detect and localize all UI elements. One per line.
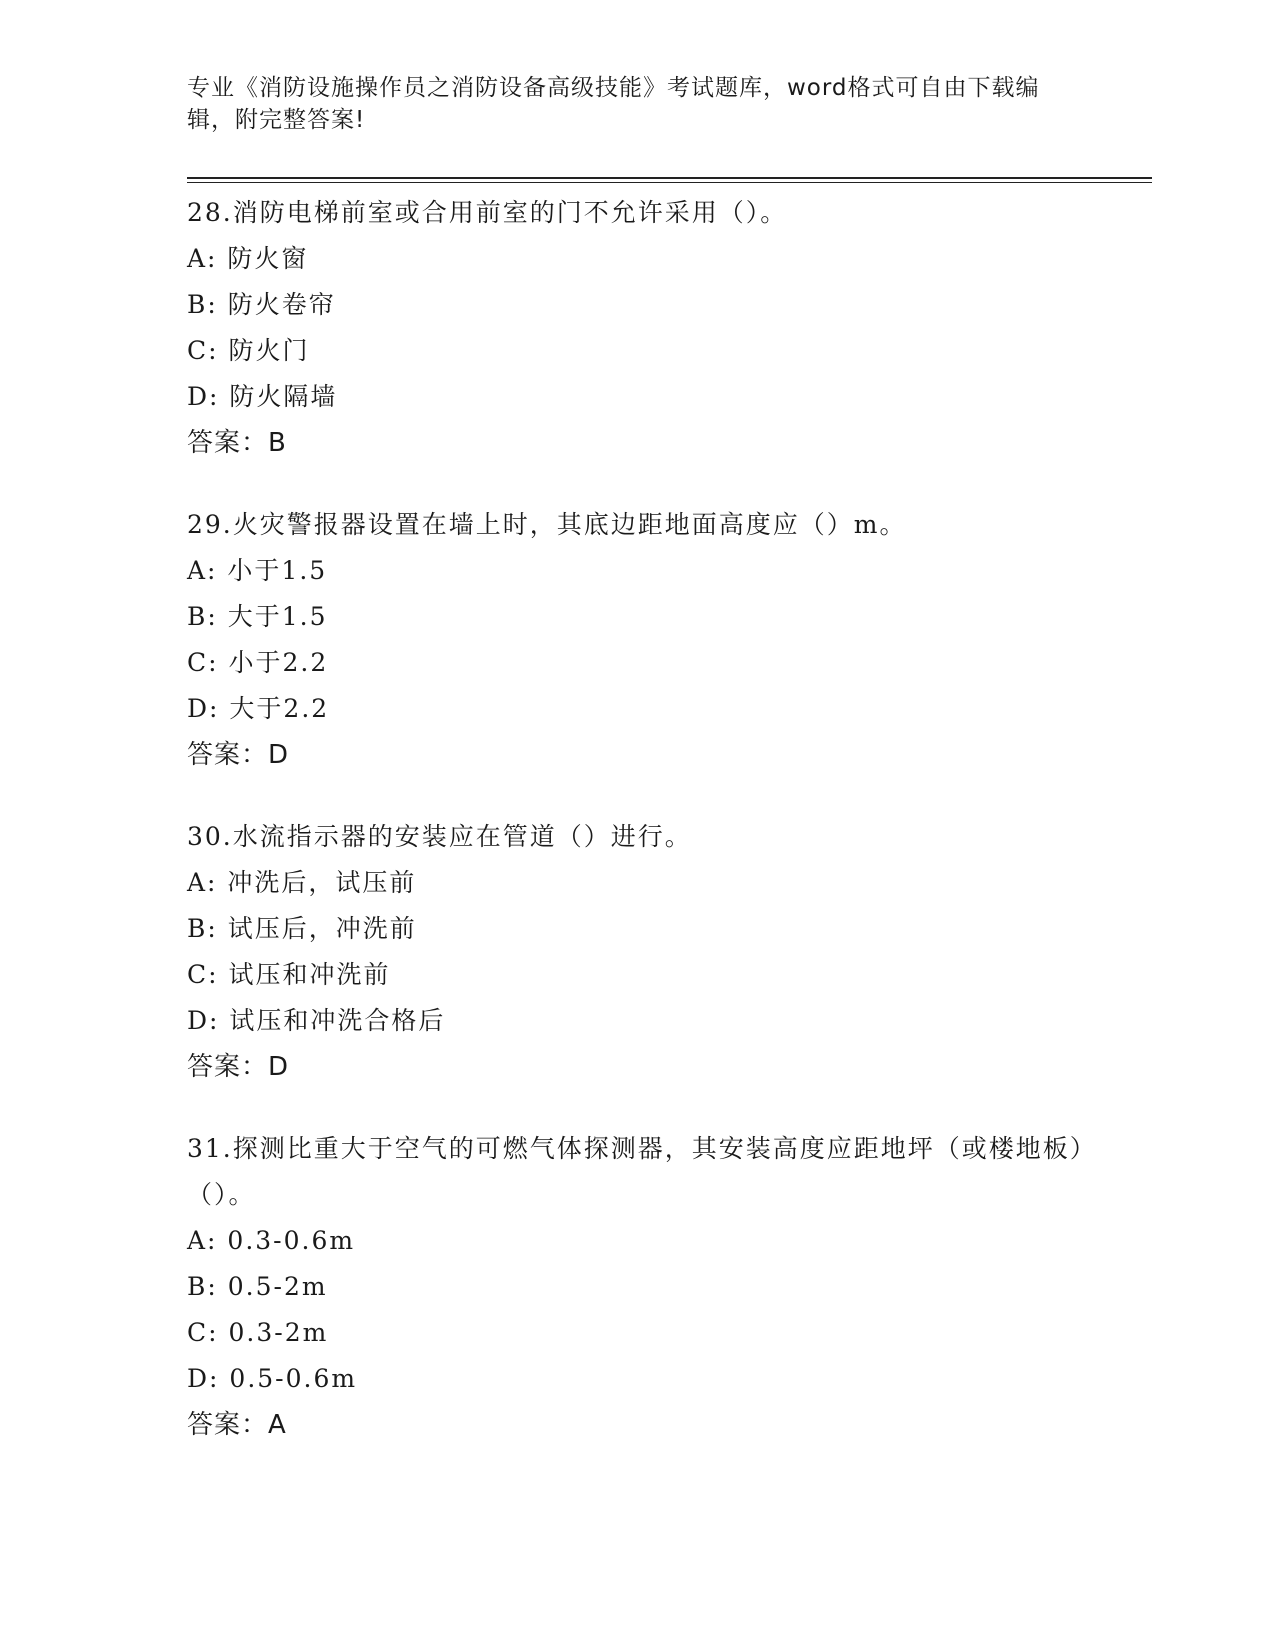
option-c: C: 试压和冲洗前 bbox=[187, 960, 391, 989]
question-28 bbox=[187, 190, 1087, 466]
option-c: C: 小于2.2 bbox=[187, 648, 329, 677]
option-c: C: 0.3-2m bbox=[187, 1318, 329, 1347]
option-d: D: 试压和冲洗合格后 bbox=[187, 1006, 446, 1035]
answer-label: 答案：D bbox=[187, 740, 290, 770]
option-a: A: 0.3-0.6m bbox=[187, 1226, 356, 1255]
option-b: B: 0.5-2m bbox=[187, 1272, 328, 1301]
option-b: B: 大于1.5 bbox=[187, 602, 328, 631]
option-b: B: 防火卷帘 bbox=[187, 290, 336, 319]
option-d: D: 防火隔墙 bbox=[187, 382, 338, 411]
option-c: C: 防火门 bbox=[187, 336, 310, 365]
option-d: D: 大于2.2 bbox=[187, 694, 330, 723]
question-30 bbox=[187, 814, 1087, 1090]
header-divider-thin bbox=[187, 182, 1152, 183]
document-header: 专业《消防设施操作员之消防设备高级技能》考试题库，word格式可自由下载编辑，附完整答案! bbox=[187, 75, 1040, 133]
question-31 bbox=[187, 1126, 1087, 1448]
question-29 bbox=[187, 502, 1087, 778]
answer-label: 答案：B bbox=[187, 428, 287, 458]
option-a: A: 冲洗后，试压前 bbox=[187, 868, 417, 897]
answer-label: 答案：A bbox=[187, 1410, 287, 1440]
option-b: B: 试压后，冲洗前 bbox=[187, 914, 417, 943]
question-stem: 28.消防电梯前室或合用前室的门不允许采用（）。 bbox=[187, 198, 788, 227]
option-a: A: 防火窗 bbox=[187, 244, 309, 273]
question-list bbox=[187, 190, 1087, 1484]
question-stem: 29.火灾警报器设置在墙上时，其底边距地面高度应（）m。 bbox=[187, 510, 907, 539]
question-stem: 30.水流指示器的安装应在管道（）进行。 bbox=[187, 822, 692, 851]
question-stem: 31.探测比重大于空气的可燃气体探测器，其安装高度应距地坪（或楼地板）（）。 bbox=[187, 1134, 1085, 1209]
answer-label: 答案：D bbox=[187, 1052, 290, 1082]
header-divider-thick bbox=[187, 177, 1152, 179]
option-a: A: 小于1.5 bbox=[187, 556, 328, 585]
option-d: D: 0.5-0.6m bbox=[187, 1364, 358, 1393]
